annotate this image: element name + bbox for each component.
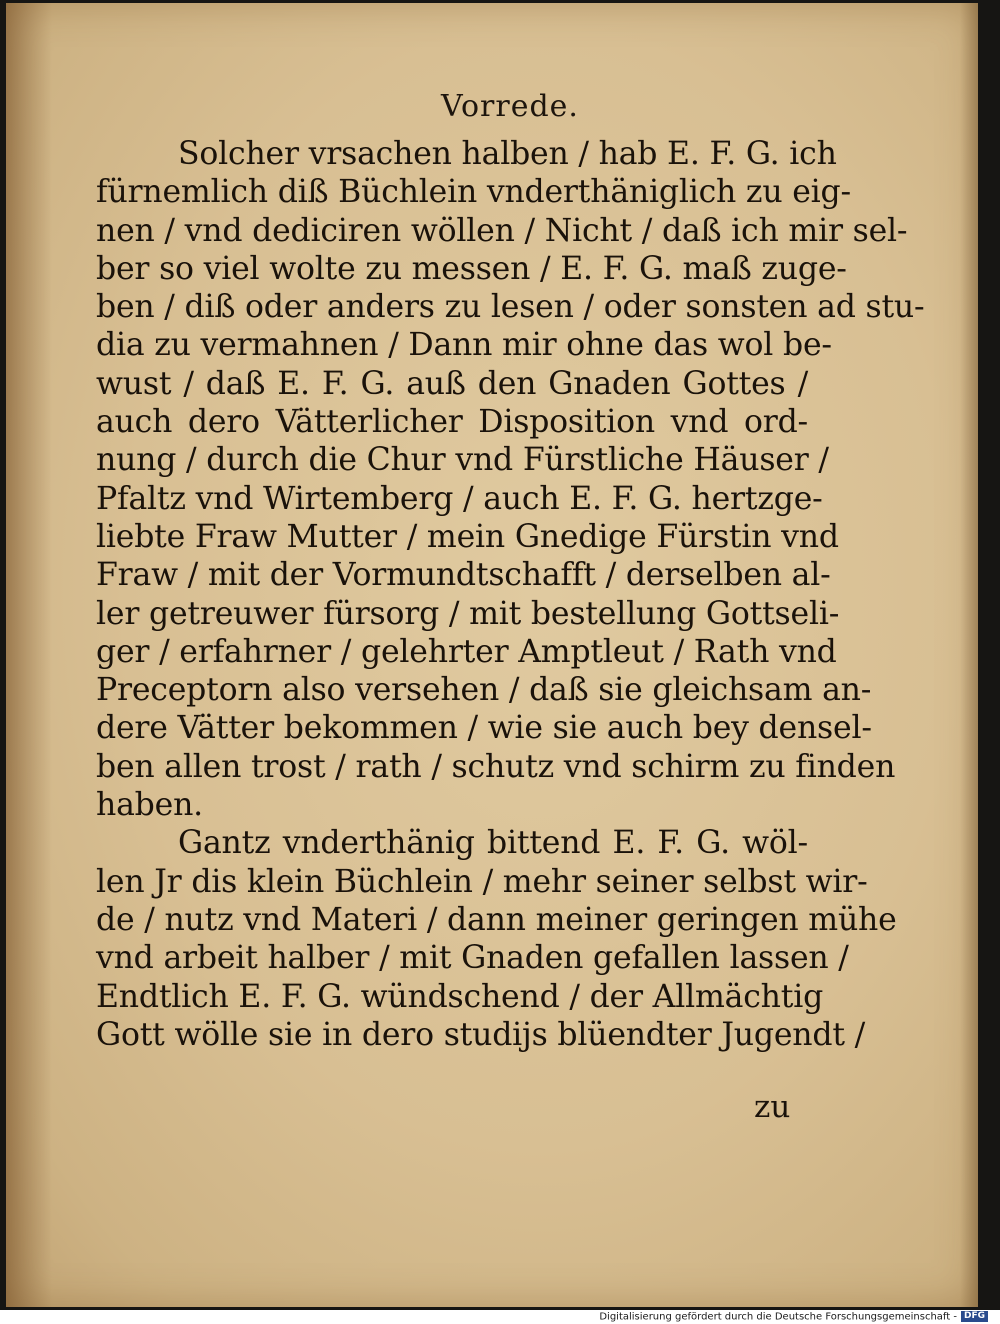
- text-line: de / nutz vnd Materi / dann meiner geringen mühe: [96, 901, 897, 938]
- text-line: dere Vätter bekommen / wie sie auch bey densel-: [96, 710, 872, 747]
- text-line: ger / erfahrner / gelehrter Amptleut / Rath vnd: [96, 633, 837, 670]
- text-line: dia zu vermahnen / Dann mir ohne das wol be-: [96, 327, 832, 364]
- text-line: nen / vnd dediciren wöllen / Nicht / daß ich mir sel-: [96, 212, 908, 249]
- text-line: ler getreuwer fürsorg / mit bestellung Gottseli-: [96, 595, 840, 632]
- catchword: zu: [754, 1089, 791, 1125]
- text-line: Gantz vnderthänig bittend E. F. G. wöl-: [178, 825, 808, 862]
- book-page: [6, 3, 978, 1307]
- text-line: Gott wölle sie in dero studijs blüendter Jugendt /: [96, 1016, 866, 1053]
- text-line: wust / daß E. F. G. auß den Gnaden Gottes /: [96, 365, 808, 402]
- text-line: Preceptorn also versehen / daß sie gleichsam an-: [96, 672, 872, 709]
- credit-text: Digitalisierung gefördert durch die Deutsche Forschungsgemeinschaft -: [599, 1311, 957, 1323]
- dfg-logo: DFG: [961, 1311, 988, 1322]
- funding-credit: [595, 1311, 992, 1324]
- text-line: auch dero Vätterlicher Disposition vnd ord-: [96, 404, 808, 441]
- text-line: nung / durch die Chur vnd Fürstliche Häuser /: [96, 442, 829, 479]
- text-line: ben allen trost / rath / schutz vnd schirm zu finden: [96, 748, 896, 785]
- running-head: Vorrede.: [441, 89, 579, 124]
- text-line: Solcher vrsachen halben / hab E. F. G. ich: [178, 136, 837, 172]
- text-line: haben.: [96, 787, 203, 824]
- text-line: len Jr dis klein Büchlein / mehr seiner selbst wir-: [96, 863, 868, 900]
- text-line: ben / diß oder anders zu lesen / oder sonsten ad stu-: [96, 289, 925, 326]
- text-line: liebte Fraw Mutter / mein Gnedige Fürstin vnd: [96, 518, 839, 555]
- text-line: fürnemlich diß Büchlein vnderthäniglich zu eig-: [96, 174, 851, 211]
- text-line: ber so viel wolte zu messen / E. F. G. maß zuge-: [96, 250, 847, 287]
- text-line: Fraw / mit der Vormundtschafft / derselben al-: [96, 557, 831, 594]
- text-line: vnd arbeit halber / mit Gnaden gefallen lassen /: [96, 940, 849, 977]
- text-line: Pfaltz vnd Wirtemberg / auch E. F. G. hertzge-: [96, 480, 823, 517]
- body-text: [96, 135, 925, 1054]
- text-line: Endtlich E. F. G. wündschend / der Allmächtig: [96, 978, 824, 1015]
